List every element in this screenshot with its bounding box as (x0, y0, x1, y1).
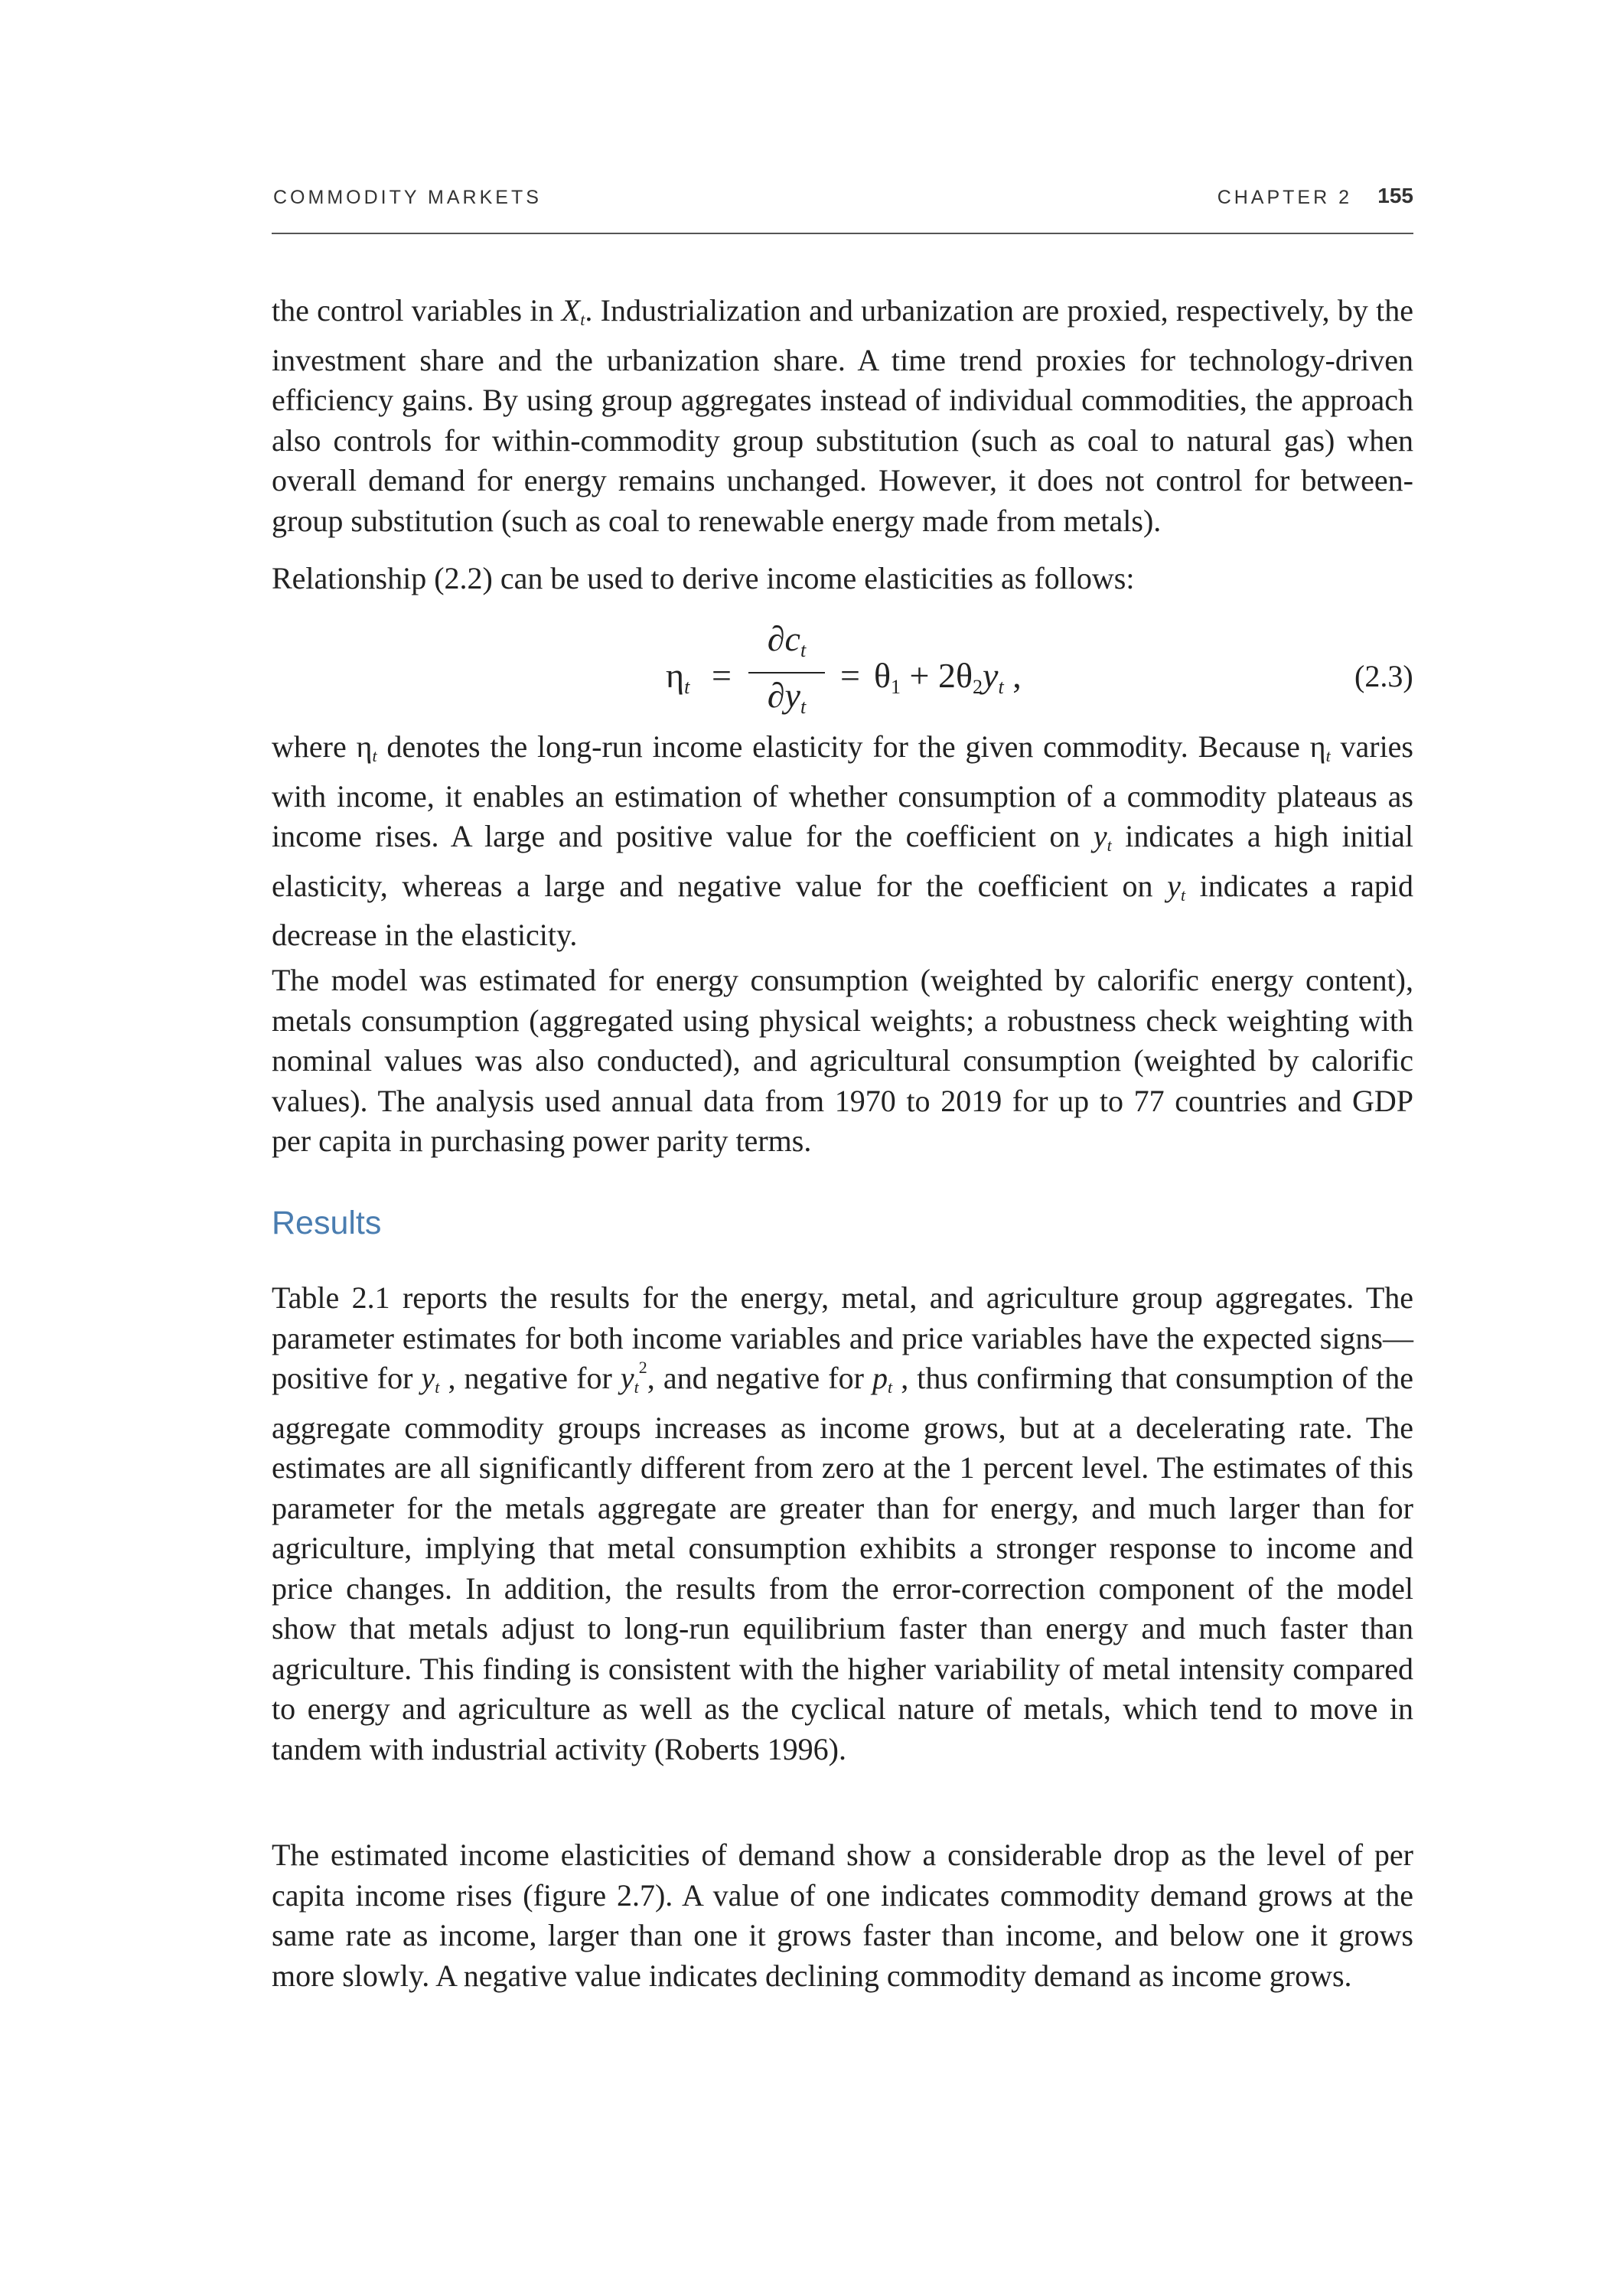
paragraph-income-elasticities: The estimated income elasticities of demand show a considerable drop as the level of per capita income rises (figure 2.7). A value of one indicates commodity demand grows at the same rate as income, larger than one it grows faster than income, and below one it grows more slowly. A negative value indicates declining commodity demand as income grows. (272, 1838, 1413, 1993)
equation-equals: = (712, 656, 732, 695)
page-number: 155 (1377, 184, 1413, 207)
equation-2-3 (666, 618, 1094, 733)
section-heading-results: Results (272, 1205, 382, 1241)
running-title: COMMODITY MARKETS (273, 187, 542, 208)
chapter-label: CHAPTER 2 (1217, 187, 1352, 208)
paragraph-relationship: Relationship (2.2) can be used to derive income elasticities as follows: (272, 561, 1135, 595)
paragraph-where-eta: where $\eta_t$ denotes the long-run income elasticity for the given commodity. Because $\eta_t$ varies with income, it enables an estimation of whether consumption of a commodity plateaus as income rises. A large and positive value for the coefficient on $y_t$ indicates a high initial elasticity, whereas a large and negative value for the coefficient on $y_t$ indicates a rapid decrease in the elasticity. (272, 729, 1414, 952)
running-header (272, 178, 1413, 234)
paragraph-model-estimation: The model was estimated for energy consumption (weighted by calorific energy content), metals consumption (aggregated using physical weights; a robustness check weighting with nominal values was also conducted), and agricultural consumption (weighted by calorific values). The analysis used annual data from 1970 to 2019 for up to 77 countries and GDP per capita in purchasing power parity terms. (272, 963, 1413, 1158)
equation-fraction: $\partial c_t$ $\partial y_t$ (748, 618, 825, 719)
equation-equals-2: = (840, 656, 860, 695)
paragraph-control-variables: the control variables in $X_t$. Industrialization and urbanization are proxied, respectively, by the investment share and the urbanization share. A time trend proxies for technology-driven efficiency gains. By using group aggregates instead of individual commodities, the approach also controls for within-commodity group substitution (such as coal to natural gas) when overall demand for energy remains unchanged. However, it does not control for between-group substitution (such as coal to renewable energy made from metals). (272, 293, 1413, 538)
equation-lhs: $\eta_t$ (666, 656, 690, 698)
paragraph-table-results: Table 2.1 reports the results for the energy, metal, and agriculture group aggregates. The parameter estimates for both income variables and price variables have the expected signs—positive for $y_t$ , negative for $y_t^2$, and negative for $p_t$ , thus confirming that consumption of the aggregate commodity groups increases as income grows, but at a decelerating rate. The estimates are all significantly different from zero at the 1 percent level. The estimates of this parameter for the metals aggregate are greater than for energy, and much larger than for agriculture, implying that metal consumption exhibits a stronger response to income and price changes. In addition, the results from the error-correction component of the model show that metals adjust to long-run equilibrium faster than energy and much faster than agriculture. This finding is consistent with the higher variability of metal intensity compared to energy and agriculture as well as the cyclical nature of metals, which tend to move in tandem with industrial activity (Roberts 1996). (272, 1280, 1413, 1766)
equation-number: (2.3) (1354, 659, 1413, 693)
equation-rhs: $\theta_1 + 2\theta_2y_t$ , (874, 656, 1022, 698)
